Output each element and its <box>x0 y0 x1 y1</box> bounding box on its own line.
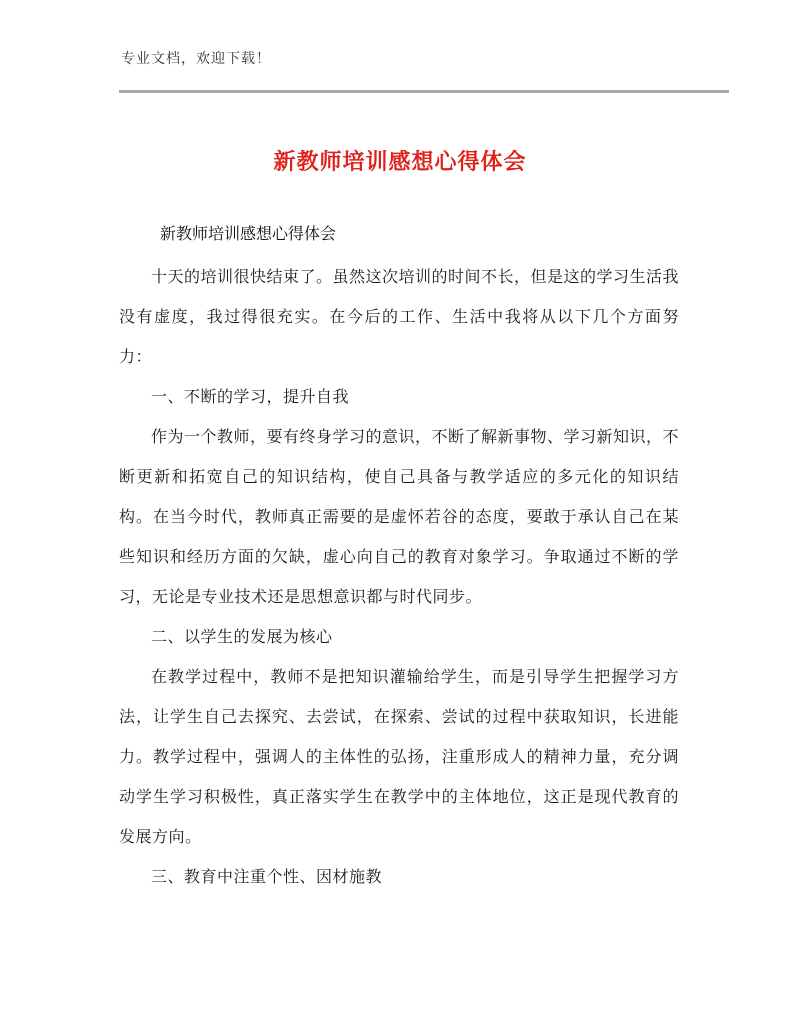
paragraph-section-2: 在教学过程中，教师不是把知识灌输给学生，而是引导学生把握学习方法，让学生自己去探究、去尝试，在探索、尝试的过程中获取知识，长进能力。教学过程中，强调人的主体性的弘扬，注重形成人的精神力量，充分调动学生学习积极性，真正落实学生在教学中的主体地位，这正是现代教育的发展方向。 <box>119 667 679 846</box>
document-body <box>119 257 679 897</box>
section-heading-1: 一、不断的学习，提升自我 <box>151 387 350 406</box>
page-header-text: 专业文档，欢迎下载！ <box>121 51 271 67</box>
section-heading-3: 三、教育中注重个性、因材施教 <box>151 867 383 886</box>
header-divider <box>119 90 729 93</box>
paragraph-intro: 十天的培训很快结束了。虽然这次培训的时间不长，但是这的学习生活我没有虚度，我过得很充实。在今后的工作、生活中我将从以下几个方面努力： <box>119 267 680 366</box>
document-title: 新教师培训感想心得体会 <box>273 150 527 175</box>
document-subtitle: 新教师培训感想心得体会 <box>160 224 337 243</box>
section-heading-2: 二、以学生的发展为核心 <box>151 627 333 646</box>
paragraph-section-1: 作为一个教师，要有终身学习的意识，不断了解新事物、学习新知识，不断更新和拓宽自己的知识结构，使自己具备与教学适应的多元化的知识结构。在当今时代，教师真正需要的是虚怀若谷的态度，要敢于承认自己在某些知识和经历方面的欠缺，虚心向自己的教育对象学习。争取通过不断的学习，无论是专业技术还是思想意识都与时代同步。 <box>119 427 680 606</box>
